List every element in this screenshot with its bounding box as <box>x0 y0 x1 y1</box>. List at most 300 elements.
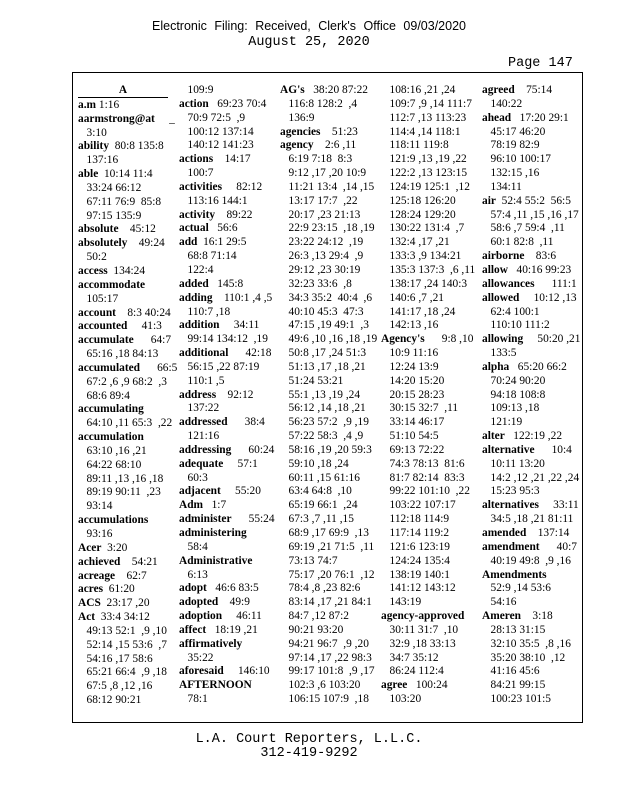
index-continuation: 54:16 <box>482 596 517 609</box>
index-continuation: 100:12 137:14 <box>179 125 254 138</box>
index-continuation: 141:17 ,18 ,24 <box>381 305 456 318</box>
index-continuation: 30:11 31:7 ,10 <box>381 623 459 636</box>
index-entry: adopted 49:9 <box>179 596 250 609</box>
index-continuation: 32:10 35:5 ,8 ,16 <box>482 637 571 650</box>
index-term: addressed <box>179 416 228 429</box>
index-term: agency <box>280 139 314 152</box>
index-continuation: 62:4 100:1 <box>482 305 540 318</box>
index-continuation: 125:18 126:20 <box>381 194 456 207</box>
index-entry: Agency's 9:8 ,10 <box>381 333 474 346</box>
index-continuation: 68:6 89:4 <box>78 389 130 402</box>
index-term: agreed <box>482 84 515 96</box>
index-term: amendment <box>482 540 540 553</box>
index-continuation: 110:1 ,5 <box>179 374 225 387</box>
index-continuation: 67:2 ,6 ,9 68:2 ,3 <box>78 375 167 388</box>
index-term: agencies <box>280 125 321 138</box>
index-continuation: 51:13 ,17 ,18 ,21 <box>280 360 366 373</box>
index-continuation: 138:19 140:1 <box>381 568 450 581</box>
index-term: administering <box>179 527 247 539</box>
index-entry: air 52:4 55:2 56:5 <box>482 194 571 207</box>
index-term: Agency's <box>381 333 425 346</box>
index-continuation: 137:22 <box>179 402 220 415</box>
index-continuation: 59:10 ,18 ,24 <box>280 457 349 470</box>
index-term: able <box>78 168 99 181</box>
index-continuation: 69:13 72:22 <box>381 443 445 456</box>
index-continuation: 34:7 35:12 <box>381 651 439 664</box>
index-continuation: 13:17 17:7 ,22 <box>280 194 358 207</box>
index-entry: accumulated 66:5 <box>78 361 178 374</box>
index-term: airborne <box>482 250 525 263</box>
index-continuation: 134:11 <box>482 180 522 193</box>
index-entry <box>179 679 275 693</box>
index-continuation: 109:13 ,18 <box>482 402 540 415</box>
index-term: a.m <box>78 98 97 111</box>
index-entry: Act 33:4 34:12 <box>78 611 150 624</box>
index-term: alternative <box>482 443 535 456</box>
index-term: alternatives <box>482 499 539 512</box>
index-continuation: 124:19 125:1 ,12 <box>381 180 470 193</box>
index-continuation: 68:9 ,17 69:9 ,13 <box>280 527 369 539</box>
index-term: addition <box>179 319 220 332</box>
index-continuation: 69:19 ,21 71:5 ,11 <box>280 540 375 553</box>
index-continuation: 94:21 96:7 ,9 ,20 <box>280 637 369 650</box>
index-continuation: 89:11 ,13 ,16 ,18 <box>78 472 164 485</box>
index-term: adjacent <box>179 485 221 498</box>
index-continuation: 12:24 13:9 <box>381 360 439 373</box>
index-continuation: 93:14 <box>78 500 113 513</box>
index-entry: adoption 46:11 <box>179 610 262 623</box>
index-column-1 <box>78 84 178 708</box>
index-continuation: 74:3 78:13 81:6 <box>381 457 465 470</box>
index-continuation: 64:22 68:10 <box>78 458 142 471</box>
index-continuation: 57:4 ,11 ,15 ,16 ,17 <box>482 208 579 221</box>
index-continuation: 140:12 141:23 <box>179 139 254 152</box>
index-continuation: 20:15 28:23 <box>381 388 445 401</box>
index-term: accumulating <box>78 403 144 416</box>
index-continuation: 52:9 ,14 53:6 <box>482 582 551 595</box>
index-continuation: 58:16 ,19 ,20 59:3 <box>280 443 372 456</box>
index-continuation: 63:10 ,16 ,21 <box>78 444 147 457</box>
index-continuation: 99:14 134:12 ,19 <box>179 333 268 346</box>
index-term: allowances <box>482 277 535 290</box>
index-term: allow <box>482 263 508 276</box>
index-entry: a.m 1:16 <box>78 98 120 111</box>
index-continuation: 96:10 100:17 <box>482 153 551 166</box>
index-continuation: 86:24 112:4 <box>381 665 444 678</box>
index-continuation: 58:4 <box>179 540 208 553</box>
index-entry: ahead 17:20 29:1 <box>482 111 569 124</box>
index-entry: administer 55:24 <box>179 513 275 526</box>
index-continuation: 78:4 ,8 ,23 82:6 <box>280 582 361 595</box>
index-term: absolutely <box>78 237 128 250</box>
index-entry: alter 122:19 ,22 <box>482 430 563 443</box>
index-continuation: 99:22 101:10 ,22 <box>381 485 470 498</box>
index-continuation: 112:7 ,13 113:23 <box>381 111 467 124</box>
index-term: accounted <box>78 320 128 333</box>
index-continuation: 49:13 52:1 ,9 ,10 <box>78 624 167 637</box>
index-entry: accounted 41:3 <box>78 320 162 333</box>
index-continuation: 6:19 7:18 8:3 <box>280 153 353 166</box>
index-continuation: 106:15 107:9 ,18 <box>280 693 369 706</box>
court-reporter-name: L.A. Court Reporters, L.L.C. <box>195 732 423 747</box>
index-continuation: 47:15 ,19 49:1 ,3 <box>280 319 369 332</box>
index-continuation: 60:1 82:8 ,11 <box>482 236 554 249</box>
index-continuation: 100:23 101:5 <box>482 693 551 706</box>
index-entry: alpha 65:20 66:2 <box>482 360 567 373</box>
index-continuation: 65:16 ,18 84:13 <box>78 348 159 361</box>
index-continuation: 14:2 ,12 ,21 ,22 ,24 <box>482 471 580 484</box>
index-term: air <box>482 194 496 207</box>
index-entry: affect 18:19 ,21 <box>179 623 258 636</box>
index-continuation: 32:9 ,18 33:13 <box>381 637 456 650</box>
index-entry: allowing 50:20 ,21 <box>482 333 581 346</box>
index-continuation: 34:3 35:2 40:4 ,6 <box>280 291 373 304</box>
index-continuation: 3:10 <box>78 126 107 139</box>
index-entry <box>78 403 168 417</box>
index-term: account <box>78 306 116 319</box>
index-continuation: 103:20 <box>381 693 422 706</box>
index-continuation: 102:3 ,6 103:20 <box>280 679 361 692</box>
index-term: agree <box>381 679 408 692</box>
index-term: accommodate <box>78 278 146 291</box>
index-term: Administrative <box>179 554 253 567</box>
index-continuation: 121:19 <box>482 416 523 429</box>
index-continuation: 49:6 ,10 ,16 ,18 ,19 <box>280 333 378 346</box>
index-continuation: 121:6 123:19 <box>381 540 450 553</box>
index-continuation: 132:15 ,16 <box>482 167 540 180</box>
index-entry: adequate 57:1 <box>179 457 258 470</box>
index-continuation: 78:1 <box>179 693 208 706</box>
index-continuation: 110:7 ,18 <box>179 305 231 318</box>
index-continuation: 100:7 <box>179 167 214 180</box>
index-continuation: 40:10 45:3 47:3 <box>280 305 364 318</box>
index-continuation: 20:17 ,23 21:13 <box>280 208 361 221</box>
index-term: affirmatively <box>179 637 243 650</box>
index-continuation: 23:22 24:12 ,19 <box>280 236 364 249</box>
index-term: Acer <box>78 541 102 554</box>
index-continuation: 110:10 111:2 <box>482 319 550 332</box>
index-continuation: 9:12 ,17 ,20 10:9 <box>280 167 367 180</box>
index-entry <box>179 638 275 652</box>
index-term: adding <box>179 291 213 304</box>
index-entry: Adm 1:7 <box>179 499 227 512</box>
index-continuation: 133:5 <box>482 347 517 360</box>
index-entry <box>381 610 475 624</box>
index-continuation: 124:24 135:4 <box>381 554 450 567</box>
index-term: accumulation <box>78 431 144 444</box>
index-continuation: 35:20 38:10 ,12 <box>482 651 566 664</box>
index-continuation: 28:13 31:15 <box>482 623 546 636</box>
index-continuation: 56:15 ,22 87:19 <box>179 360 260 373</box>
index-continuation: 56:23 57:2 ,9 ,19 <box>280 416 369 429</box>
index-entry: acres 61:20 <box>78 583 135 596</box>
index-term: allowed <box>482 291 520 304</box>
index-continuation: 140:6 ,7 ,21 <box>381 291 444 304</box>
index-continuation: 84:21 99:15 <box>482 679 546 692</box>
index-term: Ameren <box>482 610 522 623</box>
index-continuation: 50:2 <box>78 251 107 264</box>
index-entry: agencies 51:23 <box>280 125 358 138</box>
index-entry: adding 110:1 ,4 ,5 <box>179 291 273 304</box>
index-continuation: 94:18 108:8 <box>482 388 546 401</box>
index-continuation: 10:11 13:20 <box>482 457 545 470</box>
index-entry: activities 82:12 <box>179 180 263 193</box>
index-continuation: 40:19 49:8 ,9 ,16 <box>482 554 571 567</box>
index-continuation: 133:3 ,9 134:21 <box>381 250 462 263</box>
index-entry: alternatives 33:11 <box>482 499 579 512</box>
index-term: AFTERNOON <box>179 679 252 692</box>
index-continuation: 29:12 ,23 30:19 <box>280 263 361 276</box>
index-term: adopt <box>179 582 207 595</box>
index-term: alpha <box>482 360 510 373</box>
index-term: ACS <box>78 597 101 610</box>
index-continuation: 67:11 76:9 85:8 <box>78 195 162 208</box>
index-term: ability <box>78 140 110 153</box>
index-term: adequate <box>179 457 224 470</box>
index-term: Adm <box>179 499 204 512</box>
index-entry: accumulate 64:7 <box>78 334 172 347</box>
index-continuation: 89:19 90:11 ,23 <box>78 486 161 499</box>
index-entry: account 8:3 40:24 <box>78 306 171 319</box>
index-continuation: 34:5 ,18 ,21 81:11 <box>482 513 574 526</box>
index-term: activities <box>179 180 223 193</box>
index-entry: addition 34:11 <box>179 319 260 332</box>
index-continuation: 113:16 144:1 <box>179 194 248 207</box>
index-term: access <box>78 264 108 277</box>
index-term: accumulate <box>78 334 134 347</box>
index-entry: agency 2:6 ,11 <box>280 139 357 152</box>
index-continuation: 99:17 101:8 ,9 ,17 <box>280 665 375 678</box>
index-continuation: 33:24 66:12 <box>78 181 142 194</box>
index-entry: allow 40:16 99:23 <box>482 263 572 276</box>
page-number: Page 147 <box>508 56 573 71</box>
index-continuation: 70:9 72:5 ,9 <box>179 111 246 124</box>
index-continuation: 10:9 11:16 <box>381 347 439 360</box>
index-entry: acreage 62:7 <box>78 569 147 582</box>
index-entry <box>78 279 168 293</box>
index-continuation: 52:14 ,15 53:6 ,7 <box>78 638 167 651</box>
index-term: address <box>179 388 217 401</box>
index-column-3 <box>280 84 377 707</box>
index-continuation: 93:16 <box>78 528 113 540</box>
index-continuation: 142:13 ,16 <box>381 319 439 332</box>
index-term: activity <box>179 208 216 221</box>
index-continuation: 116:8 128:2 ,4 <box>280 97 358 110</box>
index-continuation: 132:4 ,17 ,21 <box>381 236 450 249</box>
index-continuation: 130:22 131:4 ,7 <box>381 222 465 235</box>
index-continuation: 90:21 93:20 <box>280 623 344 636</box>
index-term: actions <box>179 153 214 166</box>
index-term: allowing <box>482 333 524 346</box>
index-continuation: 135:3 137:3 ,6 ,11 <box>381 263 476 276</box>
index-entry: achieved 54:21 <box>78 555 158 568</box>
index-continuation: 137:16 <box>78 154 119 167</box>
index-continuation: 11:21 13:4 ,14 ,15 <box>280 180 375 193</box>
index-term: acreage <box>78 569 116 582</box>
index-continuation: 109:7 ,9 ,14 111:7 <box>381 97 472 110</box>
index-continuation: 58:6 ,7 59:4 ,11 <box>482 222 565 235</box>
index-continuation: 6:13 <box>179 568 208 581</box>
index-continuation: 112:18 114:9 <box>381 513 450 526</box>
index-term: action <box>179 97 209 110</box>
index-entry: allowances 111:1 <box>482 277 577 290</box>
index-term: ahead <box>482 111 512 124</box>
index-continuation: 81:7 82:14 83:3 <box>381 471 465 484</box>
index-continuation: 33:14 46:17 <box>381 416 445 429</box>
index-term: affect <box>179 623 207 636</box>
index-continuation: 108:16 ,21 ,24 <box>381 84 456 96</box>
index-entry: agree 100:24 <box>381 679 448 692</box>
index-continuation: 122:4 <box>179 263 214 276</box>
index-entry: adjacent 55:20 <box>179 485 261 498</box>
index-continuation: 143:19 <box>381 596 422 609</box>
index-column-2 <box>179 84 275 707</box>
transcript-date: August 25, 2020 <box>248 35 370 50</box>
index-term: agency-approved <box>381 610 465 623</box>
index-entry: address 92:12 <box>179 388 254 401</box>
index-continuation: 51:24 53:21 <box>280 374 344 387</box>
index-continuation: 68:8 71:14 <box>179 250 237 263</box>
index-entry: airborne 83:6 <box>482 250 557 263</box>
index-continuation: 78:19 82:9 <box>482 139 540 152</box>
index-continuation: 138:17 ,24 140:3 <box>381 277 468 290</box>
index-entry: aarmstrong@at _ <box>78 112 175 125</box>
index-term: alter <box>482 430 505 443</box>
index-term: actual <box>179 222 209 235</box>
index-entry: addressed 38:4 <box>179 416 265 429</box>
index-continuation: 65:19 66:1 ,24 <box>280 499 358 512</box>
index-entry: actions 14:17 <box>179 153 251 166</box>
index-continuation: 114:4 ,14 118:1 <box>381 125 461 138</box>
index-continuation: 97:14 ,17 ,22 98:3 <box>280 651 372 664</box>
index-continuation: 140:22 <box>482 97 523 110</box>
index-column-4 <box>381 84 475 707</box>
index-term: adopted <box>179 596 219 609</box>
index-continuation: 83:14 ,17 ,21 84:1 <box>280 596 372 609</box>
index-continuation: 128:24 129:20 <box>381 208 456 221</box>
index-entry: absolute 45:12 <box>78 223 156 236</box>
index-term: absolute <box>78 223 119 236</box>
index-entry <box>179 527 275 541</box>
index-continuation: 97:15 135:9 <box>78 209 142 222</box>
index-continuation: 103:22 107:17 <box>381 499 456 512</box>
index-entry <box>482 569 580 583</box>
index-term: adoption <box>179 610 223 623</box>
index-continuation: 121:9 ,13 ,19 ,22 <box>381 153 467 166</box>
index-continuation: 55:1 ,13 ,19 ,24 <box>280 388 361 401</box>
index-continuation: 118:11 119:8 <box>381 139 449 152</box>
index-entry: amendment 40:7 <box>482 540 577 553</box>
index-continuation: 54:16 ,17 58:6 <box>78 652 153 665</box>
index-entry: activity 89:22 <box>179 208 253 221</box>
index-continuation: 73:13 74:7 <box>280 554 338 567</box>
index-term: added <box>179 277 209 290</box>
index-entry <box>78 514 168 528</box>
section-letter: A <box>78 84 168 98</box>
index-entry: ability 80:8 135:8 <box>78 140 164 153</box>
index-entry: adopt 46:6 83:5 <box>179 582 259 595</box>
index-continuation: 67:3 ,7 ,11 ,15 <box>280 513 354 526</box>
index-continuation: 84:7 ,12 87:2 <box>280 610 349 623</box>
index-entry: add 16:1 29:5 <box>179 236 247 249</box>
index-term: addressing <box>179 443 232 456</box>
index-term: Amendments <box>482 568 547 581</box>
court-reporter-phone: 312-419-9292 <box>260 746 358 761</box>
index-term: additional <box>179 347 229 360</box>
index-term: add <box>179 236 198 249</box>
index-entry: added 145:8 <box>179 277 244 290</box>
index-entry: action 69:23 70:4 <box>179 97 267 110</box>
index-continuation: 141:12 143:12 <box>381 582 456 595</box>
index-continuation: 109:9 <box>179 84 214 96</box>
index-continuation: 14:20 15:20 <box>381 374 445 387</box>
index-continuation: 41:16 45:6 <box>482 665 540 678</box>
index-entry: aforesaid 146:10 <box>179 665 270 678</box>
index-term: AG's <box>280 84 305 96</box>
index-entry: additional 42:18 <box>179 347 272 360</box>
index-term: aarmstrong@at <box>78 112 155 125</box>
index-term: accumulated <box>78 361 141 374</box>
index-entry: ACS 23:17 ,20 <box>78 597 150 610</box>
index-continuation: 60:11 ,15 61:16 <box>280 471 360 484</box>
index-entry: absolutely 49:24 <box>78 237 165 250</box>
index-entry: access 134:24 <box>78 264 146 277</box>
index-entry <box>78 431 168 445</box>
index-entry: able 10:14 11:4 <box>78 168 153 181</box>
index-term: accumulations <box>78 514 149 527</box>
index-continuation: 50:8 ,17 ,24 51:3 <box>280 347 367 360</box>
index-term: Act <box>78 611 96 624</box>
index-continuation: 26:3 ,13 29:4 ,9 <box>280 250 364 263</box>
index-term: amended <box>482 527 527 539</box>
index-entry: agreed 75:14 <box>482 84 553 96</box>
index-continuation: 121:16 <box>179 430 220 443</box>
index-continuation: 68:12 90:21 <box>78 694 142 707</box>
index-continuation: 122:2 ,13 123:15 <box>381 167 468 180</box>
index-entry: Acer 3:20 <box>78 541 128 554</box>
index-entry: allowed 10:12 ,13 <box>482 291 577 304</box>
index-continuation: 22:9 23:15 ,18 ,19 <box>280 222 375 235</box>
index-continuation: 15:23 95:3 <box>482 485 540 498</box>
index-continuation: 35:22 <box>179 651 214 664</box>
index-continuation: 32:23 33:6 ,8 <box>280 277 352 290</box>
index-continuation: 136:9 <box>280 111 315 124</box>
index-continuation: 63:4 64:8 ,10 <box>280 485 352 498</box>
index-continuation: 117:14 119:2 <box>381 527 450 539</box>
index-entry: AG's 38:20 87:22 <box>280 84 368 96</box>
index-continuation: 57:22 58:3 ,4 ,9 <box>280 430 364 443</box>
index-entry <box>179 555 275 569</box>
index-continuation: 60:3 <box>179 471 208 484</box>
index-continuation: 67:5 ,8 ,12 ,16 <box>78 680 153 693</box>
index-term: aforesaid <box>179 665 224 678</box>
index-continuation: 70:24 90:20 <box>482 374 546 387</box>
index-continuation: 75:17 ,20 76:1 ,12 <box>280 568 375 581</box>
index-entry: alternative 10:4 <box>482 443 572 456</box>
index-continuation: 64:10 ,11 65:3 ,22 <box>78 417 173 430</box>
index-term: acres <box>78 583 104 596</box>
index-continuation: 105:17 <box>78 292 119 305</box>
index-continuation: 56:12 ,14 ,18 ,21 <box>280 402 366 415</box>
index-entry: Ameren 3:18 <box>482 610 553 623</box>
filing-header: Electronic Filing: Received, Clerk's Office 09/03/2020 <box>152 19 466 33</box>
index-continuation: 30:15 32:7 ,11 <box>381 402 459 415</box>
index-continuation: 51:10 54:5 <box>381 430 439 443</box>
index-entry: amended 137:14 <box>482 527 570 539</box>
index-continuation: 45:17 46:20 <box>482 125 546 138</box>
index-column-5 <box>482 84 580 707</box>
index-continuation: 65:21 66:4 ,9 ,18 <box>78 666 167 679</box>
